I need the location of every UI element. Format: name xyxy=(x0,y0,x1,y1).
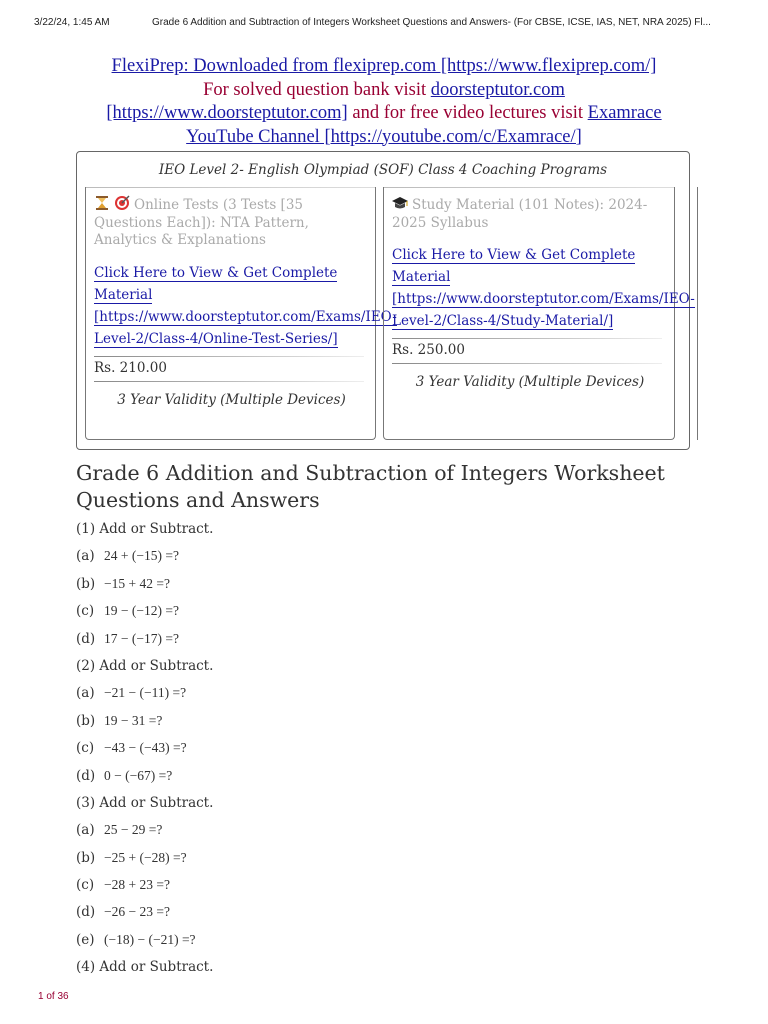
question-line xyxy=(76,546,696,573)
question-expression: −26 − 23 =? xyxy=(104,904,170,920)
question-label: (2) Add or Subtract. xyxy=(76,657,214,674)
question-line xyxy=(76,820,696,847)
question-label: (c) xyxy=(76,877,95,894)
question-list xyxy=(76,519,696,985)
question-label: (3) Add or Subtract. xyxy=(76,794,214,811)
flexiprep-link[interactable]: FlexiPrep: Downloaded from flexiprep.com [https://www.flexiprep.com/] xyxy=(111,56,657,76)
promo-card-online-tests xyxy=(85,187,397,440)
question-label: (e) xyxy=(76,931,95,948)
question-expression: −28 + 23 =? xyxy=(104,877,170,893)
question-label: (b) xyxy=(76,575,96,592)
question-label: (c) xyxy=(76,740,95,757)
question-line xyxy=(76,902,696,929)
promo-card-study-material xyxy=(383,187,695,440)
page-title: Grade 6 Addition and Subtraction of Integers Worksheet Questions and Answers xyxy=(76,461,665,512)
study-material-link[interactable]: Click Here to View & Get Complete Material [https://www.doorsteptutor.com/Exams/IEO-Level-2/Class-4/Study-Material/] xyxy=(392,247,695,329)
question-label: (d) xyxy=(76,630,96,647)
question-label: (d) xyxy=(76,904,96,921)
question-line xyxy=(76,683,696,710)
price: Rs. 250.00 xyxy=(392,340,668,360)
question-line xyxy=(76,601,696,628)
print-date: 3/22/24, 1:45 AM xyxy=(34,17,110,28)
print-header xyxy=(0,0,768,30)
question-expression: (−18) − (−21) =? xyxy=(104,931,196,947)
question-line xyxy=(76,848,696,875)
question-expression: −21 − (−11) =? xyxy=(104,685,187,701)
graduation-cap-icon xyxy=(392,195,408,211)
banner-text-prefix: For solved question bank visit xyxy=(203,79,431,100)
page-number: 1 of 36 xyxy=(38,991,69,1002)
question-line xyxy=(76,766,696,793)
card-heading: Study Material (101 Notes): 2024-2025 Syllabus xyxy=(392,197,648,231)
question-line xyxy=(76,656,696,683)
print-doc-title: Grade 6 Addition and Subtraction of Integers Worksheet Questions and Answers- (For CBSE, ICSE, IAS, NET, NRA 2025) Fl... xyxy=(152,17,711,28)
question-line xyxy=(76,930,696,957)
online-tests-link[interactable]: Click Here to View & Get Complete Material [https://www.doorsteptutor.com/Exams/IEO-Level-2/Class-4/Online-Test-Series/] xyxy=(94,264,397,347)
question-line xyxy=(76,957,696,984)
promo-title: IEO Level 2- English Olympiad (SOF) Class 4 Coaching Programs xyxy=(158,162,608,178)
card-divider xyxy=(697,187,699,440)
question-line xyxy=(76,875,696,902)
question-label: (a) xyxy=(76,548,95,565)
question-line xyxy=(76,711,696,738)
question-expression: 0 − (−67) =? xyxy=(104,767,173,783)
question-label: (d) xyxy=(76,767,96,784)
question-line xyxy=(76,738,696,765)
question-label: (b) xyxy=(76,712,96,729)
question-expression: −15 + 42 =? xyxy=(104,575,170,591)
question-label: (1) Add or Subtract. xyxy=(76,521,214,537)
question-expression: 25 − 29 =? xyxy=(104,822,163,838)
question-expression: 19 − 31 =? xyxy=(104,712,163,728)
question-label: (a) xyxy=(76,822,95,839)
question-label: (c) xyxy=(76,603,95,620)
banner xyxy=(40,55,728,149)
question-line xyxy=(76,793,696,820)
question-expression: −25 + (−28) =? xyxy=(104,849,187,865)
validity-note: 3 Year Validity (Multiple Devices) xyxy=(415,374,645,390)
card-heading: Online Tests (3 Tests [35 Questions Each]): NTA Pattern, Analytics & Explanations xyxy=(94,197,309,248)
question-expression: 24 + (−15) =? xyxy=(104,548,179,564)
doorsteptutor-link[interactable]: doorsteptutor.com xyxy=(430,79,565,100)
hourglass-icon xyxy=(94,195,110,211)
question-label: (b) xyxy=(76,849,96,866)
target-icon xyxy=(114,195,130,211)
price: Rs. 210.00 xyxy=(94,358,369,378)
question-expression: −43 − (−43) =? xyxy=(104,740,187,756)
promo-box xyxy=(76,151,695,450)
youtube-channel-link[interactable]: YouTube Channel [https://youtube.com/c/Examrace/] xyxy=(186,126,582,147)
question-line xyxy=(76,519,696,546)
question-line xyxy=(76,574,696,601)
question-line xyxy=(76,629,696,656)
banner-text-middle: and for free video lectures visit xyxy=(347,103,588,123)
examrace-link[interactable]: Examrace xyxy=(587,103,662,123)
question-expression: 17 − (−17) =? xyxy=(104,630,179,646)
validity-note: 3 Year Validity (Multiple Devices) xyxy=(117,391,346,408)
question-expression: 19 − (−12) =? xyxy=(104,603,179,619)
question-label: (a) xyxy=(76,685,95,702)
question-label: (4) Add or Subtract. xyxy=(76,959,214,976)
doorsteptutor-url-link[interactable]: [https://www.doorsteptutor.com] xyxy=(106,103,348,123)
